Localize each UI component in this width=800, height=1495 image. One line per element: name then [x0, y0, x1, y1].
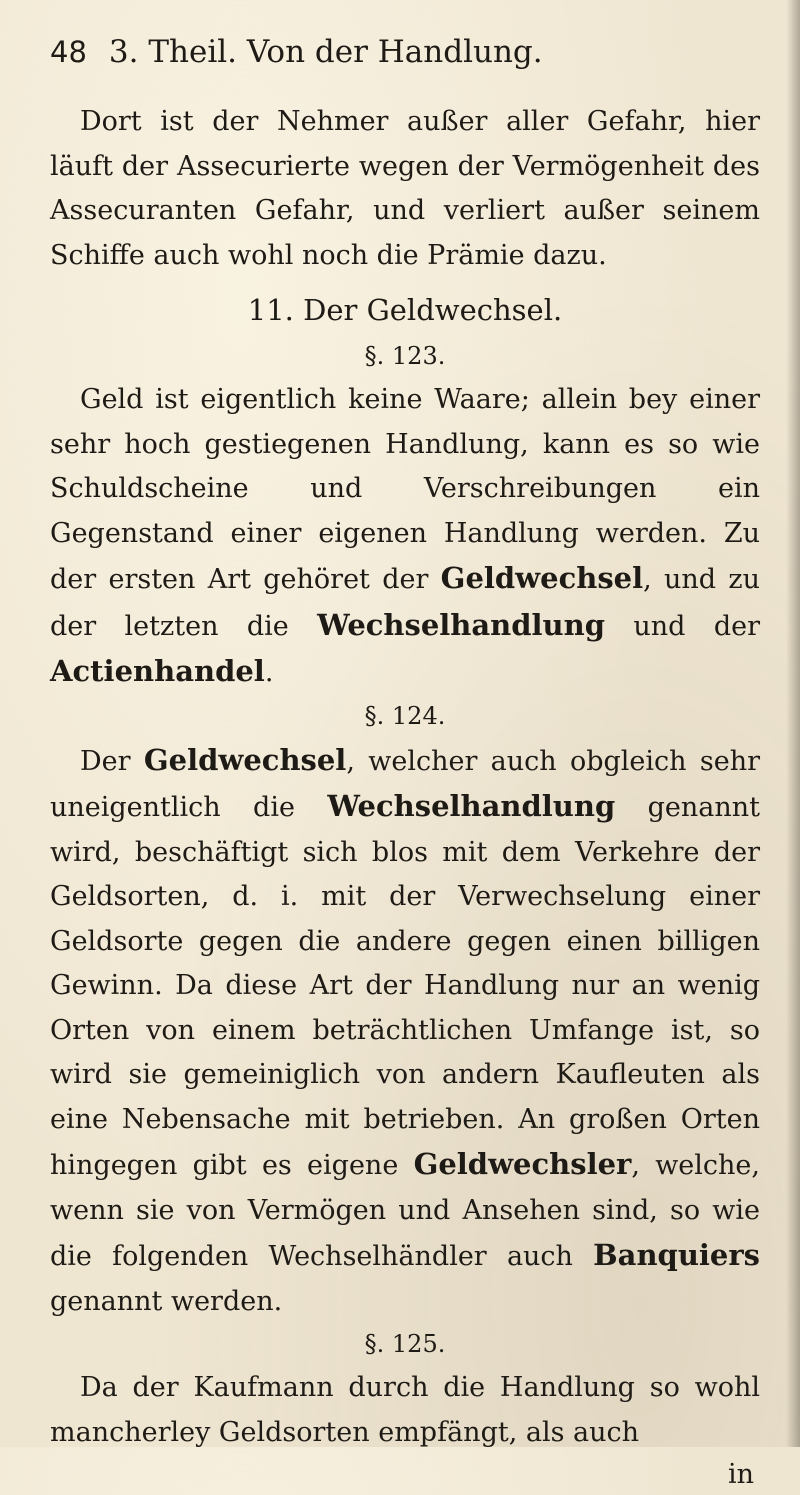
- text-run: Geld ist eigentlich keine Waare; allein bey einer sehr hoch gestiegenen Handlung, kann es so wie Schuldscheine und Verschreibungen ein Gegenstand einer eigenen Handlung werden. Zu der ersten Art gehöret der: [50, 384, 760, 595]
- paragraph-125: Da der Kaufmann durch die Handlung so wohl mancherley Geldsorten empfängt, als auch: [50, 1372, 760, 1448]
- page-number: 48: [50, 35, 87, 69]
- running-header: [50, 34, 760, 70]
- catchword: in: [727, 1459, 754, 1490]
- keyword-geldwechsel: Geldwechsel: [440, 561, 644, 595]
- page-edge-shadow: [786, 0, 800, 1447]
- text-run: .: [264, 657, 274, 688]
- keyword-banquiers: Banquiers: [593, 1238, 760, 1272]
- chapter-heading: 11. Der Geldwechsel.: [247, 293, 563, 327]
- text-run: und der: [605, 610, 760, 642]
- text-run: , welche, wenn sie von Vermögen und Ansehen sind, so wie die folgenden Wechselhändler auch: [50, 1150, 760, 1272]
- keyword-wechselhandlung: Wechselhandlung: [327, 789, 616, 823]
- paragraph-123: [50, 378, 760, 696]
- keyword-geldwechsler: Geldwechsler: [413, 1147, 632, 1181]
- section-number-123: §. 123.: [364, 342, 446, 370]
- text-run: , welcher auch obgleich sehr uneigentlich die: [50, 745, 760, 823]
- running-title: 3. Theil. Von der Handlung.: [108, 34, 543, 70]
- paragraph-124: [50, 738, 760, 1325]
- text-run: , und zu der letzten die: [50, 564, 760, 642]
- paragraph-intro: Dort ist der Nehmer außer aller Gefahr, hier läuft der Assecurierte wegen der Vermögenheit des Assecuranten Gefahr, und verliert außer seinem Schiffe auch wohl noch die Prämie dazu.: [50, 106, 760, 271]
- section-number-124: §. 124.: [364, 701, 446, 730]
- keyword-geldwechsel: Geldwechsel: [143, 742, 347, 777]
- keyword-actienhandel: Actienhandel: [50, 654, 265, 688]
- text-run: genannt wird, beschäftigt sich blos mit dem Verkehre der Geldsorten, d. i. mit der Verwechselung einer Geldsorte gegen die andere gegen einen billigen Gewinn. Da diese Art der Handlung nur an wenig Orten von einem beträchtlichen Umfange ist, so wird sie gemeiniglich von andern Kaufleuten als eine Nebensache mit betrieben. An großen Orten hingegen gibt es eigene: [50, 792, 760, 1181]
- keyword-wechselhandlung: Wechselhandlung: [317, 607, 605, 642]
- text-run: genannt werden.: [50, 1285, 283, 1317]
- text-run: Der: [80, 745, 144, 777]
- section-number-125: §. 125.: [364, 1330, 446, 1358]
